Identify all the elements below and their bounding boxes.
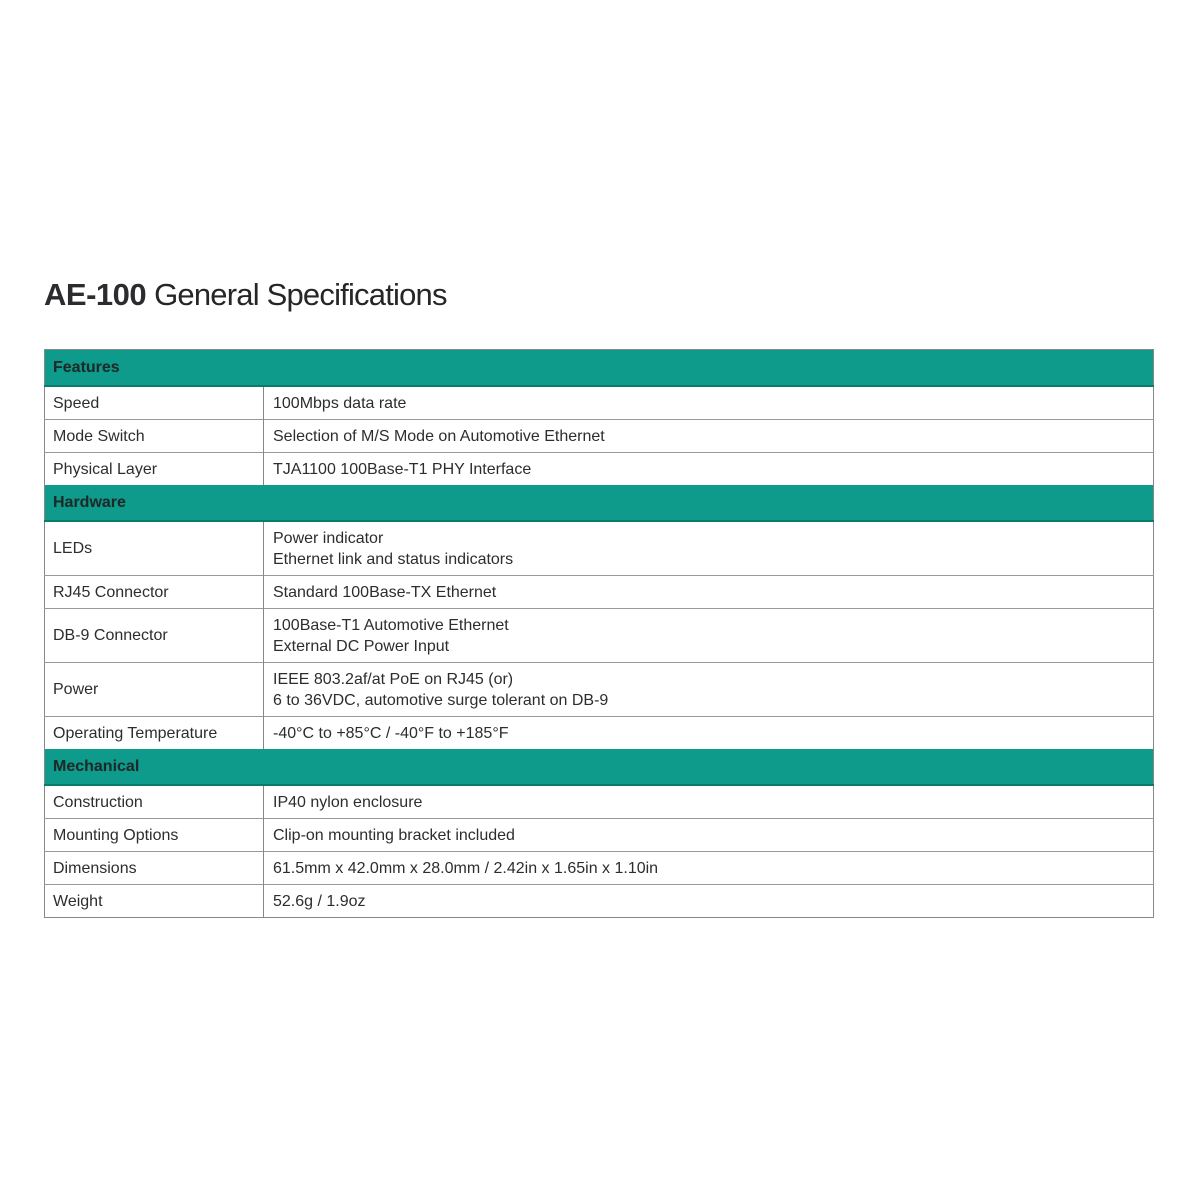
- spec-value-line: 100Base-T1 Automotive Ethernet: [273, 616, 509, 634]
- spec-label: DB-9 Connector: [45, 609, 264, 663]
- spec-value: [264, 420, 1154, 453]
- section-title: Mechanical: [45, 749, 1154, 785]
- spec-value: [264, 885, 1154, 918]
- spec-value-line: 6 to 36VDC, automotive surge tolerant on DB-9: [273, 691, 609, 709]
- spec-value: [264, 785, 1154, 819]
- spec-value-line: Ethernet link and status indicators: [273, 550, 514, 568]
- spec-value-line: IEEE 803.2af/at PoE on RJ45 (or): [273, 670, 514, 688]
- table-row: [45, 576, 1154, 609]
- spec-value-line: Power indicator: [273, 529, 384, 547]
- spec-label: Dimensions: [45, 852, 264, 885]
- model-name: AE-100: [44, 277, 147, 312]
- spec-value: [264, 819, 1154, 852]
- section-header-hardware: [45, 485, 1154, 521]
- table-row: [45, 420, 1154, 453]
- spec-value-line: 52.6g / 1.9oz: [273, 892, 366, 910]
- spec-value-line: Clip-on mounting bracket included: [273, 826, 515, 844]
- spec-value: [264, 717, 1154, 750]
- section-header-mechanical: [45, 749, 1154, 785]
- spec-value: [264, 609, 1154, 663]
- section-header-features: [45, 350, 1154, 387]
- page-title: [44, 276, 447, 314]
- table-row: [45, 852, 1154, 885]
- spec-value: [264, 852, 1154, 885]
- table-row: [45, 819, 1154, 852]
- spec-label: Construction: [45, 785, 264, 819]
- spec-label: Speed: [45, 386, 264, 420]
- section-title: Hardware: [45, 485, 1154, 521]
- spec-value-line: IP40 nylon enclosure: [273, 793, 423, 811]
- spec-value-line: TJA1100 100Base-T1 PHY Interface: [273, 460, 532, 478]
- table-row: [45, 453, 1154, 486]
- spec-value-line: 100Mbps data rate: [273, 394, 407, 412]
- table-row: [45, 785, 1154, 819]
- spec-value-line: Standard 100Base-TX Ethernet: [273, 583, 497, 601]
- table-row: [45, 521, 1154, 576]
- spec-value: [264, 576, 1154, 609]
- spec-value-line: Selection of M/S Mode on Automotive Ethernet: [273, 427, 605, 445]
- spec-value-line: -40°C to +85°C / -40°F to +185°F: [273, 724, 509, 742]
- table-row: [45, 885, 1154, 918]
- spec-label: Operating Temperature: [45, 717, 264, 750]
- table-row: [45, 386, 1154, 420]
- table-row: [45, 609, 1154, 663]
- table-row: [45, 717, 1154, 750]
- spec-label: Mode Switch: [45, 420, 264, 453]
- spec-value: [264, 386, 1154, 420]
- spec-label: Physical Layer: [45, 453, 264, 486]
- spec-label: RJ45 Connector: [45, 576, 264, 609]
- spec-value: [264, 453, 1154, 486]
- spec-value-line: 61.5mm x 42.0mm x 28.0mm / 2.42in x 1.65in x 1.10in: [273, 859, 659, 877]
- spec-value: [264, 521, 1154, 576]
- table-row: [45, 663, 1154, 717]
- spec-label: LEDs: [45, 521, 264, 576]
- spec-label: Mounting Options: [45, 819, 264, 852]
- section-title: Features: [45, 350, 1154, 387]
- spec-label: Power: [45, 663, 264, 717]
- spec-value: [264, 663, 1154, 717]
- specifications-table: [44, 349, 1154, 918]
- title-text: General Specifications: [154, 277, 447, 312]
- spec-value-line: External DC Power Input: [273, 637, 450, 655]
- spec-label: Weight: [45, 885, 264, 918]
